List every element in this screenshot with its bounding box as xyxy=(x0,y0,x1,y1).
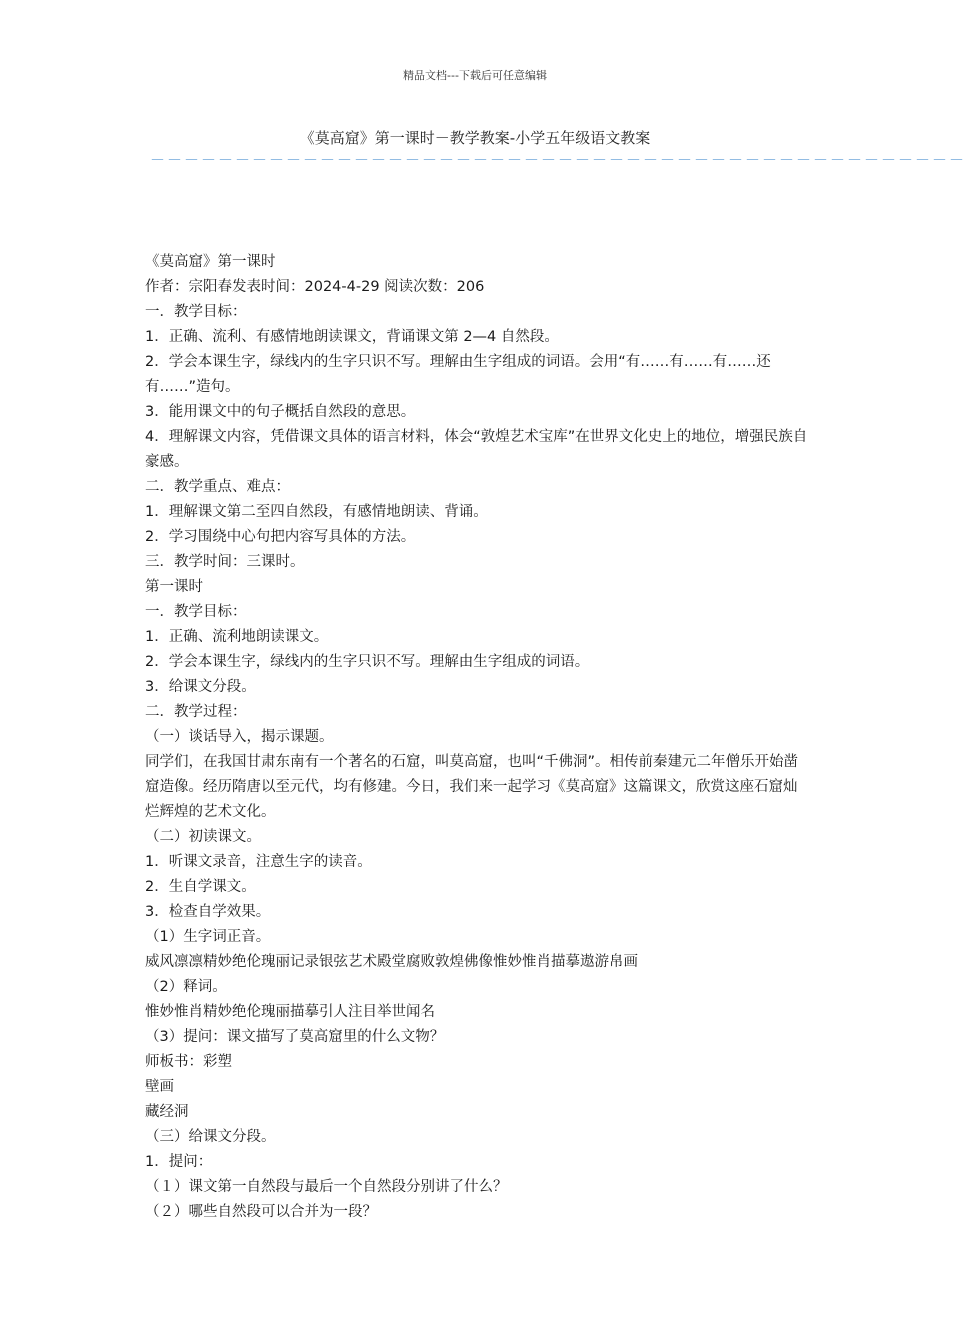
intro-paragraph: 同学们，在我国甘肃东南有一个著名的石窟，叫莫高窟，也叫“千佛洞”。相传前秦建元二年僧乐开始凿窟造像。经历隋唐以至元代，均有修建。今日，我们来一起学习《莫高窟》这篇课文，欣赏这座石窟灿烂辉煌的艺术文化。 xyxy=(145,754,799,820)
vocabulary-list: 威风凛凛精妙绝伦瑰丽记录银弦艺术殿堂腐败敦煌佛像惟妙惟肖描摹遨游帛画 xyxy=(145,954,638,970)
objective-item: 2．学会本课生字，绿线内的生字只识不写。理解由生字组成的词语。 xyxy=(145,654,590,670)
sub-step-item: （1）生字词正音。 xyxy=(145,929,271,945)
sub-step-item: （2）释词。 xyxy=(145,979,227,995)
key-point-item: 1．理解课文第二至四自然段，有感情地朗读、背诵。 xyxy=(145,504,488,520)
section-heading: 一．教学目标： xyxy=(145,304,247,320)
document-title: 《莫高窟》第一课时－教学教案-小学五年级语文教案 xyxy=(299,129,651,147)
step-item: 3．检查自学效果。 xyxy=(145,904,271,920)
step-heading: （一）谈话导入，揭示课题。 xyxy=(145,729,334,745)
page-header-note: 精品文档---下载后可任意编辑 xyxy=(403,69,547,82)
section-heading: 二．教学重点、难点： xyxy=(145,479,290,495)
lesson-title: 《莫高窟》第一课时 xyxy=(145,254,276,270)
subsection-heading: 第一课时 xyxy=(145,579,203,595)
dashed-divider: －－－－－－－－－－－－－－－－－－－－－－－－－－－－－－－－－－－－－－－－－－－－－－－－ xyxy=(150,151,966,169)
section-heading: 三．教学时间：三课时。 xyxy=(145,554,305,570)
key-point-item: 2．学习围绕中心句把内容写具体的方法。 xyxy=(145,529,416,545)
document-body xyxy=(145,250,810,1225)
step-heading: （三）给课文分段。 xyxy=(145,1129,276,1145)
section-heading: 二．教学过程： xyxy=(145,704,247,720)
step-item: 2．生自学课文。 xyxy=(145,879,256,895)
objective-item: 4．理解课文内容，凭借课文具体的语言材料，体会“敦煌艺术宝库”在世界文化史上的地位，增强民族自豪感。 xyxy=(145,429,808,470)
objective-item: 2．学会本课生字，绿线内的生字只识不写。理解由生字组成的词语。会用“有……有……有……还有……”造句。 xyxy=(145,354,771,395)
objective-item: 3．给课文分段。 xyxy=(145,679,256,695)
sub-step-item: （3）提问：课文描写了莫高窟里的什么文物？ xyxy=(145,1029,445,1045)
blackboard-line: 藏经洞 xyxy=(145,1104,189,1120)
step-heading: （二）初读课文。 xyxy=(145,829,261,845)
objective-item: 3．能用课文中的句子概括自然段的意思。 xyxy=(145,404,416,420)
section-heading: 一．教学目标： xyxy=(145,604,247,620)
vocabulary-list: 惟妙惟肖精妙绝伦瑰丽描摹引人注目举世闻名 xyxy=(145,1004,435,1020)
objective-item: 1．正确、流利、有感情地朗读课文，背诵课文第 2—4 自然段。 xyxy=(145,329,559,345)
step-item: 1．听课文录音，注意生字的读音。 xyxy=(145,854,372,870)
question-item: （１）课文第一自然段与最后一个自然段分别讲了什么？ xyxy=(145,1179,508,1195)
blackboard-line: 壁画 xyxy=(145,1079,174,1095)
blackboard-line: 师板书：彩塑 xyxy=(145,1054,232,1070)
author-meta-line: 作者：宗阳春发表时间：2024-4-29 阅读次数：206 xyxy=(145,279,485,295)
step-item: 1．提问： xyxy=(145,1154,213,1170)
objective-item: 1．正确、流利地朗读课文。 xyxy=(145,629,329,645)
question-item: （２）哪些自然段可以合并为一段？ xyxy=(145,1204,377,1220)
